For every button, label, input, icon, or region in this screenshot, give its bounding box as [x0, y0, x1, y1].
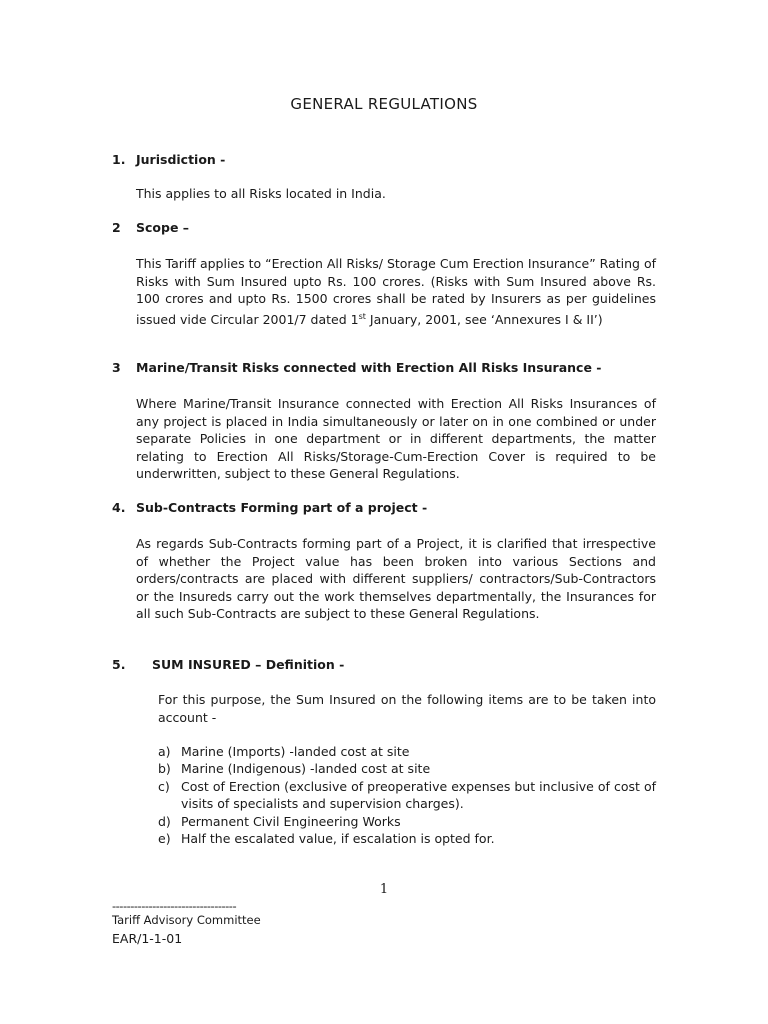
paragraph: This applies to all Risks located in India. — [136, 186, 386, 201]
paragraph: Where Marine/Transit Insurance connected with Erection All Risks Insurances of any project is placed in India simultaneously or later on in one combined or under separate Policies in one department or in different departments, the matter relating to Erection All Risks/Storage-Cum-Erection Cover is required to be underwritten, subject to these General Regulations. — [136, 396, 656, 482]
list-item: b) Marine (Indigenous) -landed cost at site — [158, 761, 431, 777]
list-item: c) Cost of Erection (exclusive of preoperative expenses but inclusive of cost of visits of specialists and supervision charges). — [158, 778, 656, 812]
footer-document-code: EAR/1-1-01 — [112, 931, 183, 946]
section-body-sub-contracts — [136, 535, 656, 623]
section-heading-sum-insured — [112, 657, 344, 672]
section-number: 2 — [112, 220, 121, 235]
paragraph: For this purpose, the Sum Insured on the following items are to be taken into account - — [158, 692, 656, 725]
section-title: Marine/Transit Risks connected with Erection All Risks Insurance - — [136, 360, 602, 375]
section-heading-jurisdiction — [112, 152, 225, 167]
section-number: 1. — [112, 152, 126, 167]
list-item: e) Half the escalated value, if escalation is opted for. — [158, 831, 495, 847]
section-title: Scope – — [136, 220, 190, 235]
sum-insured-items-list — [158, 743, 656, 847]
list-item: d) Permanent Civil Engineering Works — [158, 813, 401, 829]
footer-organization: Tariff Advisory Committee — [112, 913, 261, 927]
section-body-sum-insured — [158, 691, 656, 726]
paragraph: This Tariff applies to “Erection All Risks/ Storage Cum Erection Insurance” Rating of Risks with Sum Insured upto Rs. 100 crores. (Risks with Sum Insured above Rs. 100 crores and upto Rs. 1500 crores shall be rated by Insurers as per guidelines issued vide Circular 2001/7 dated 1st January, 2001, see ‘Annexures I & II’) — [136, 256, 656, 327]
section-heading-scope — [112, 220, 189, 235]
page-title: GENERAL REGULATIONS — [290, 95, 478, 113]
section-number: 4. — [112, 500, 126, 515]
footer-rule: ---------------------------------- — [112, 899, 237, 913]
section-heading-sub-contracts — [112, 500, 427, 515]
section-body-marine-transit — [136, 395, 656, 483]
section-title: Sub-Contracts Forming part of a project - — [136, 500, 428, 515]
section-title: Jurisdiction - — [136, 152, 226, 167]
list-item: a) Marine (Imports) -landed cost at site — [158, 744, 410, 759]
section-title: SUM INSURED – Definition - — [152, 657, 345, 672]
section-number: 3 — [112, 360, 121, 375]
page-number: 1 — [379, 882, 389, 897]
section-body-scope — [136, 255, 656, 329]
section-body-jurisdiction — [136, 185, 656, 203]
paragraph: As regards Sub-Contracts forming part of a Project, it is clarified that irrespective of whether the Project value has been broken into various Sections and orders/contracts are placed with different suppliers/ contractors/Sub-Contractors or the Insureds carry out the work themselves departmentally, the Insurances for all such Sub-Contracts are subject to these General Regulations. — [136, 536, 656, 622]
section-heading-marine-transit — [112, 360, 601, 375]
section-number: 5. — [112, 657, 126, 672]
